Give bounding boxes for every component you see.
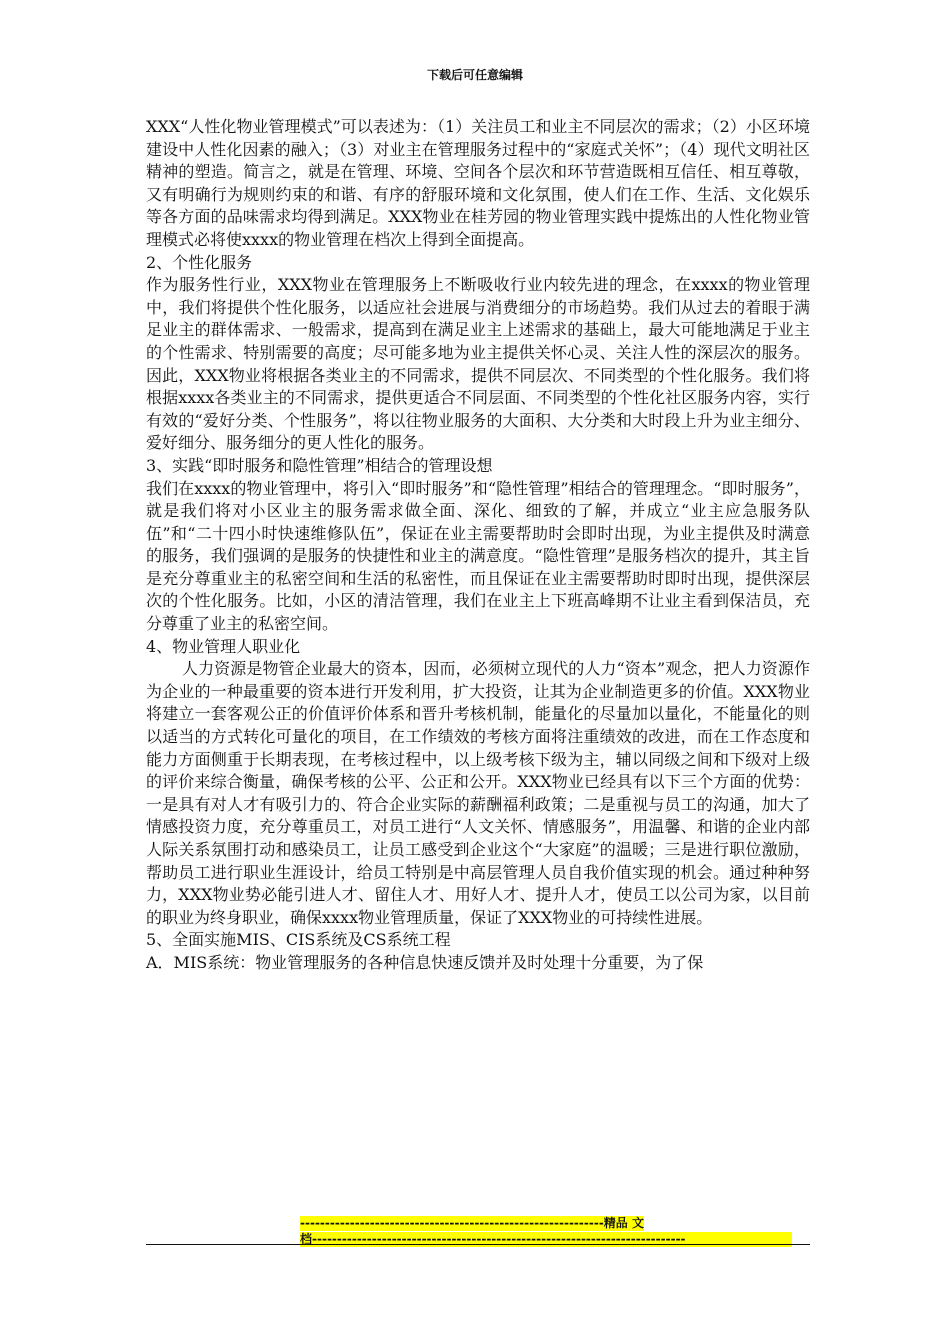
paragraph-instant-service: 我们在xxxx的物业管理中，将引入“即时服务”和“隐性管理”相结合的管理理念。“即时服务”，就是我们将对小区业主的服务需求做全面、深化、细致的了解，并成立“业主应急服务队伍”和“二十四小时快速维修队伍”，保证在业主需要帮助时会即时出现，为业主提供及时满意的服务，我们强调的是服务的快捷性和业主的满意度。“隐性管理”是服务档次的提升，其主旨是充分尊重业主的私密空间和生活的私密性，而且保证在业主需要帮助时即时出现，提供深层次的个性化服务。比如，小区的清洁管理，我们在业主上下班高峰期不让业主看到保洁员，充分尊重了业主的私密空间。 xyxy=(146,478,810,634)
paragraph-personalized-service: 作为服务性行业，XXX物业在管理服务上不断吸收行业内较先进的理念，在xxxx的物业管理中，我们将提供个性化服务，以适应社会进展与消费细分的市场趋势。我们从过去的着眼于满足业主的群体需求、一般需求，提高到在满足业主上述需求的基础上，最大可能地满足于业主的个性需求、特别需要的高度；尽可能多地为业主提供关怀心灵、关注人性的深层次的服务。因此，XXX物业将根据各类业主的不同需求，提供不同层次、不同类型的个性化服务。我们将根据xxxx各类业主的不同需求，提供更适合不同层面、不同类型的个性化社区服务内容，实行有效的“爱好分类、个性服务”，将以往物业服务的大面积、大分类和大时段上升为业主细分、爱好细分、服务细分的更人性化的服务。 xyxy=(146,275,810,453)
footer-line-2: 档--------------------------------------------------------------------------- xyxy=(300,1232,792,1247)
footer-line-1: -------------------------------------------------------------精品 文 xyxy=(300,1216,644,1230)
page-header: 下载后可任意编辑 xyxy=(426,68,523,82)
footer-rule xyxy=(146,1244,810,1245)
paragraph-intro: XXX“人性化物业管理模式”可以表述为：（1）关注员工和业主不同层次的需求；（2）小区环境建设中人性化因素的融入；（3）对业主在管理服务过程中的“家庭式关怀”；（4）现代文明社区精神的塑造。简言之，就是在管理、环境、空间各个层次和环节营造既相互信任、相互尊敬，又有明确行为规则约束的和谐、有序的舒服环境和文化氛围，使人们在工作、生活、文化娱乐等各方面的品味需求均得到满足。XXX物业在桂芳园的物业管理实践中提炼出的人性化物业管理模式必将使xxxx的物业管理在档次上得到全面提高。 xyxy=(146,117,810,249)
paragraph-professionalization: 人力资源是物管企业最大的资本，因而，必须树立现代的人力“资本”观念，把人力资源作为企业的一种最重要的资本进行开发利用，扩大投资，让其为企业制造更多的价值。XXX物业将建立一套客观公正的价值评价体系和晋升考核机制，能量化的尽量加以量化，不能量化的则以适当的方式转化可量化的项目，在工作绩效的考核方面将注重绩效的改进，而在工作态度和能力方面侧重于长期表现，在考核过程中，以上级考核下级为主，辅以同级之间和下级对上级的评价来综合衡量，确保考核的公平、公正和公开。XXX物业已经具有以下三个方面的优势：一是具有对人才有吸引力的、符合企业实际的薪酬福利政策；二是重视与员工的沟通，加大了情感投资力度，充分尊重员工，对员工进行“人文关怀、情感服务”，用温馨、和谐的企业内部人际关系氛围打动和感染员工，让员工感受到企业这个“大家庭”的温暖；三是进行职位激励，帮助员工进行职业生涯设计，给员工特别是中高层管理人员自我价值实现的机会。通过种种努力，XXX物业势必能引进人才、留住人才、用好人才、提升人才，使员工以公司为家，以目前的职业为终身职业，确保xxxx物业管理质量，保证了XXX物业的可持续性进展。 xyxy=(146,659,810,927)
heading-professionalization: 4、物业管理人职业化 xyxy=(146,636,301,656)
paragraph-mis: A．MIS系统：物业管理服务的各种信息快速反馈并及时处理十分重要，为了保 xyxy=(146,952,704,972)
footer-highlight xyxy=(146,1212,810,1247)
heading-mis-cis-cs: 5、全面实施MIS、CIS系统及CS系统工程 xyxy=(146,930,451,950)
heading-instant-service: 3、实践“即时服务和隐性管理”相结合的管理设想 xyxy=(146,455,493,475)
heading-personalized-service: 2、个性化服务 xyxy=(146,252,253,272)
document-body xyxy=(146,116,810,975)
